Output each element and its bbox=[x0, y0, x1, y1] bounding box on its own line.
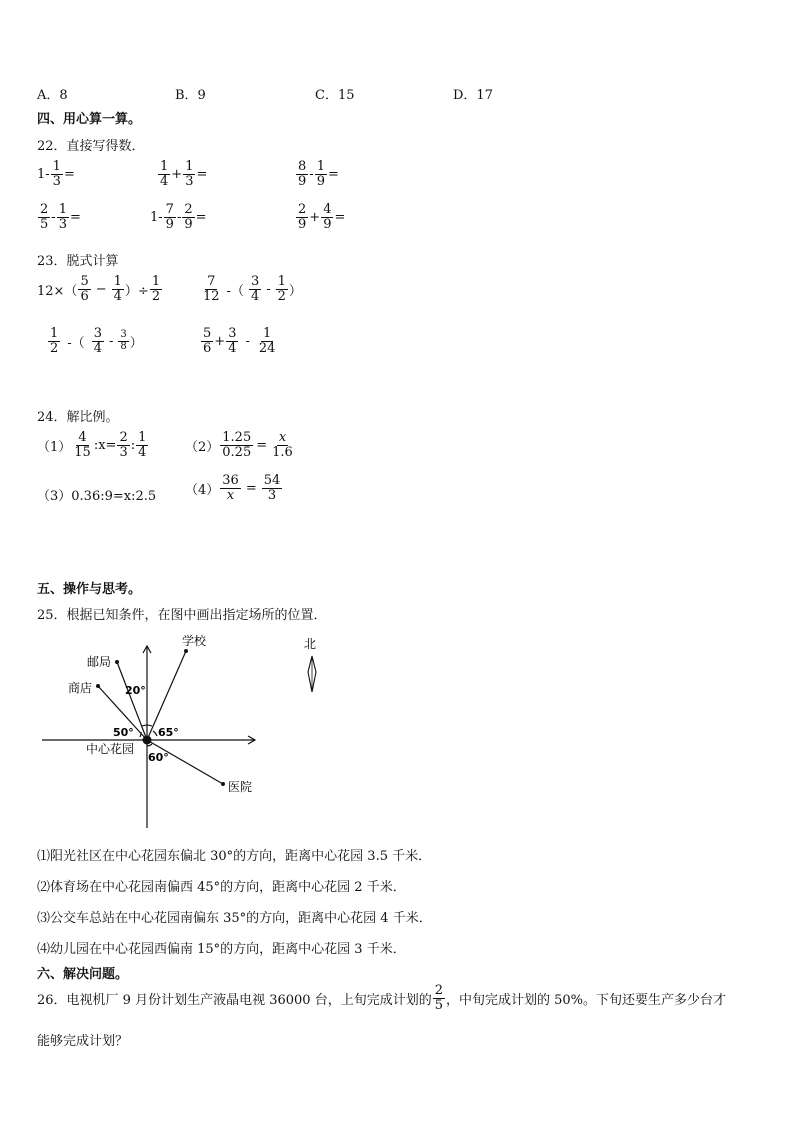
fraction bbox=[48, 327, 60, 355]
q25-item-2: ⑵体育场在中心花园南偏西 45°的方向，距离中心花园 2 千米． bbox=[37, 880, 406, 895]
fraction bbox=[118, 330, 128, 352]
fraction bbox=[72, 431, 93, 459]
denominator: 4 bbox=[160, 173, 169, 189]
fraction bbox=[315, 160, 327, 188]
fraction bbox=[276, 275, 288, 303]
operator: ）÷ bbox=[124, 283, 149, 299]
fraction bbox=[220, 431, 253, 459]
q25-item-1: ⑴阳光社区在中心花园东偏北 30°的方向，距离中心花园 3.5 千米． bbox=[37, 849, 432, 864]
numerator: 4 bbox=[78, 430, 87, 445]
numerator: 1 bbox=[160, 159, 169, 174]
shop-point bbox=[96, 684, 100, 688]
angle-arc-65 bbox=[153, 731, 157, 736]
q26-text-part2: ，中旬完成计划的 50%。下旬还要生产多少台才 bbox=[445, 992, 727, 1008]
numerator: 3 bbox=[228, 326, 237, 341]
direction-diagram bbox=[0, 628, 360, 838]
operator: = bbox=[256, 437, 268, 453]
q23-expr-1 bbox=[37, 275, 163, 303]
school-point bbox=[184, 649, 188, 653]
fraction bbox=[164, 203, 176, 231]
denominator: 9 bbox=[298, 173, 307, 189]
option-b: B．9 bbox=[175, 88, 206, 103]
fraction bbox=[51, 160, 63, 188]
operator: = bbox=[245, 480, 257, 496]
angle-label-20: 20° bbox=[125, 684, 146, 697]
section6-title: 六、解决问题。 bbox=[37, 967, 129, 982]
denominator: 9 bbox=[184, 216, 193, 232]
denominator: 4 bbox=[250, 288, 260, 304]
operator: :x= bbox=[93, 437, 117, 453]
q24-problem-1 bbox=[37, 431, 149, 459]
operator: + bbox=[214, 333, 226, 349]
expr-lead: 12×（ bbox=[37, 283, 78, 299]
fraction bbox=[182, 203, 194, 231]
denominator: 9 bbox=[323, 216, 332, 232]
post-office-point bbox=[115, 660, 119, 664]
fraction bbox=[270, 431, 295, 459]
q24-title: 24．解比例。 bbox=[37, 410, 119, 425]
fraction bbox=[112, 275, 124, 303]
numerator: 5 bbox=[203, 326, 212, 341]
option-d: D．17 bbox=[453, 88, 493, 103]
label-center: 中心花园 bbox=[86, 742, 135, 756]
numerator: 3 bbox=[250, 274, 260, 289]
angle-label-50: 50° bbox=[113, 726, 134, 739]
numerator: 54 bbox=[263, 473, 281, 488]
section5-title: 五、操作与思考。 bbox=[37, 582, 142, 597]
option-a: A．8 bbox=[37, 88, 68, 103]
operator: : bbox=[130, 437, 136, 453]
operator: - bbox=[245, 333, 250, 349]
fraction bbox=[321, 203, 333, 231]
fraction bbox=[249, 275, 261, 303]
q22-expr-3 bbox=[295, 160, 339, 188]
fraction bbox=[201, 327, 213, 355]
q22-expr-2 bbox=[157, 160, 207, 188]
denominator: 1.6 bbox=[272, 444, 293, 460]
label-north: 北 bbox=[304, 637, 317, 651]
denominator: 8 bbox=[120, 340, 127, 352]
operator: - bbox=[108, 333, 114, 349]
expr-tail: = bbox=[195, 209, 207, 225]
q25-item-3: ⑶公交车总站在中心花园南偏东 35°的方向，距离中心花园 4 千米． bbox=[37, 911, 432, 926]
q25-title: 25．根据已知条件，在图中画出指定场所的位置． bbox=[37, 608, 327, 623]
numerator: 3 bbox=[93, 326, 102, 341]
numerator: 2 bbox=[434, 983, 443, 998]
fraction bbox=[117, 431, 129, 459]
denominator: 9 bbox=[165, 216, 174, 232]
denominator: 3 bbox=[267, 487, 277, 503]
denominator: 5 bbox=[40, 216, 49, 232]
expr-lead: 1- bbox=[150, 209, 163, 225]
expr-tail: = bbox=[69, 209, 81, 225]
numerator: 8 bbox=[298, 159, 307, 174]
expr-tail: = bbox=[196, 166, 208, 182]
numerator: 7 bbox=[207, 274, 216, 289]
fraction bbox=[257, 327, 278, 355]
label-hospital: 医院 bbox=[228, 780, 253, 794]
numerator: 2 bbox=[298, 202, 307, 217]
numerator: 3 bbox=[120, 329, 127, 341]
denominator: 6 bbox=[203, 340, 212, 356]
denominator: 4 bbox=[113, 288, 122, 304]
numerator: 1 bbox=[316, 159, 325, 174]
denominator: 9 bbox=[298, 216, 307, 232]
numerator: 1 bbox=[138, 430, 147, 445]
numerator: 4 bbox=[323, 202, 332, 217]
numerator: 1 bbox=[58, 202, 67, 217]
numerator: 1.25 bbox=[222, 430, 252, 445]
numerator: 2 bbox=[119, 430, 128, 445]
operator: -（ bbox=[226, 283, 244, 299]
denominator: 3 bbox=[119, 444, 128, 460]
operator: − bbox=[95, 281, 107, 297]
operator: - bbox=[266, 281, 271, 297]
q24-problem-4 bbox=[185, 474, 283, 502]
fraction bbox=[38, 203, 50, 231]
q24-problem-3: （3）0.36:9=x:2.5 bbox=[37, 489, 157, 504]
denominator: 4 bbox=[93, 340, 102, 356]
option-c: C．15 bbox=[315, 88, 355, 103]
numerator: 1 bbox=[113, 274, 122, 289]
numerator: 1 bbox=[50, 326, 59, 341]
fraction bbox=[92, 327, 104, 355]
angle-label-60: 60° bbox=[148, 751, 169, 764]
denominator: 15 bbox=[74, 444, 91, 460]
q22-expr-1 bbox=[37, 160, 75, 188]
fraction bbox=[226, 327, 238, 355]
denominator: 4 bbox=[228, 340, 237, 356]
hospital-point bbox=[221, 782, 225, 786]
fraction bbox=[262, 474, 283, 502]
label-shop: 商店 bbox=[68, 681, 93, 695]
denominator: 9 bbox=[316, 173, 325, 189]
operator: - bbox=[309, 166, 314, 182]
denominator: 5 bbox=[434, 997, 443, 1013]
numerator: 2 bbox=[184, 202, 193, 217]
q24-problem-2 bbox=[185, 431, 296, 459]
label-post-office: 邮局 bbox=[87, 655, 112, 669]
section4-title: 四、用心算一算。 bbox=[37, 112, 142, 127]
fraction bbox=[433, 984, 445, 1012]
denominator: 2 bbox=[50, 340, 59, 356]
problem-label: （4） bbox=[185, 482, 220, 498]
q23-title: 23．脱式计算 bbox=[37, 254, 119, 269]
denominator: 12 bbox=[203, 288, 220, 304]
fraction bbox=[158, 160, 170, 188]
fraction bbox=[296, 160, 308, 188]
fraction bbox=[201, 275, 222, 303]
operator: - bbox=[51, 209, 56, 225]
expr-tail: = bbox=[327, 166, 339, 182]
numerator: 2 bbox=[40, 202, 49, 217]
q22-expr-5 bbox=[150, 203, 207, 231]
fraction bbox=[183, 160, 195, 188]
q23-expr-4 bbox=[200, 327, 278, 355]
q26-text-part1: 26．电视机厂 9 月份计划生产液晶电视 36000 台，上旬完成计划的 bbox=[37, 992, 432, 1008]
denominator: 3 bbox=[58, 216, 67, 232]
denominator: 2 bbox=[151, 288, 161, 304]
denominator: 6 bbox=[80, 288, 89, 304]
expr-lead: 1- bbox=[37, 166, 50, 182]
operator: + bbox=[309, 209, 321, 225]
numerator: 1 bbox=[185, 159, 194, 174]
fraction bbox=[57, 203, 69, 231]
fraction bbox=[136, 431, 148, 459]
problem-label: （2） bbox=[185, 439, 220, 455]
denominator: 4 bbox=[138, 444, 147, 460]
q25-item-4: ⑷幼儿园在中心花园西偏南 15°的方向，距离中心花园 3 千米． bbox=[37, 942, 406, 957]
operator: + bbox=[171, 166, 183, 182]
numerator: 1 bbox=[151, 274, 161, 289]
angle-label-65: 65° bbox=[158, 726, 179, 739]
q22-expr-4 bbox=[37, 203, 81, 231]
numerator: 1 bbox=[277, 274, 286, 289]
q23-expr-3 bbox=[47, 327, 143, 355]
operator: - bbox=[176, 209, 182, 225]
expr-tail: ） bbox=[129, 335, 143, 351]
center-point bbox=[143, 736, 152, 745]
expr-tail: ） bbox=[288, 283, 302, 299]
fraction bbox=[150, 275, 162, 303]
fraction bbox=[296, 203, 308, 231]
expr-tail: = bbox=[334, 209, 346, 225]
q22-title: 22．直接写得数． bbox=[37, 139, 145, 154]
q22-expr-6 bbox=[295, 203, 345, 231]
numerator: 5 bbox=[80, 274, 89, 289]
denominator: 0.25 bbox=[222, 444, 252, 460]
expr-tail: = bbox=[63, 166, 75, 182]
fraction bbox=[220, 474, 241, 502]
problem-label: （1） bbox=[37, 439, 72, 455]
q26-line-1 bbox=[37, 984, 726, 1012]
label-school: 学校 bbox=[182, 634, 207, 648]
denominator: 24 bbox=[258, 340, 276, 356]
numerator: 1 bbox=[52, 159, 61, 174]
fraction bbox=[78, 275, 90, 303]
denominator: x bbox=[226, 487, 235, 503]
denominator: 2 bbox=[277, 288, 286, 304]
numerator: x bbox=[278, 430, 287, 445]
numerator: 36 bbox=[222, 473, 239, 488]
denominator: 3 bbox=[185, 173, 194, 189]
denominator: 3 bbox=[52, 173, 61, 189]
operator: -（ bbox=[67, 335, 85, 351]
q26-line-2: 能够完成计划？ bbox=[37, 1034, 129, 1049]
q23-expr-2 bbox=[200, 275, 302, 303]
numerator: 7 bbox=[165, 202, 174, 217]
numerator: 1 bbox=[263, 326, 272, 341]
